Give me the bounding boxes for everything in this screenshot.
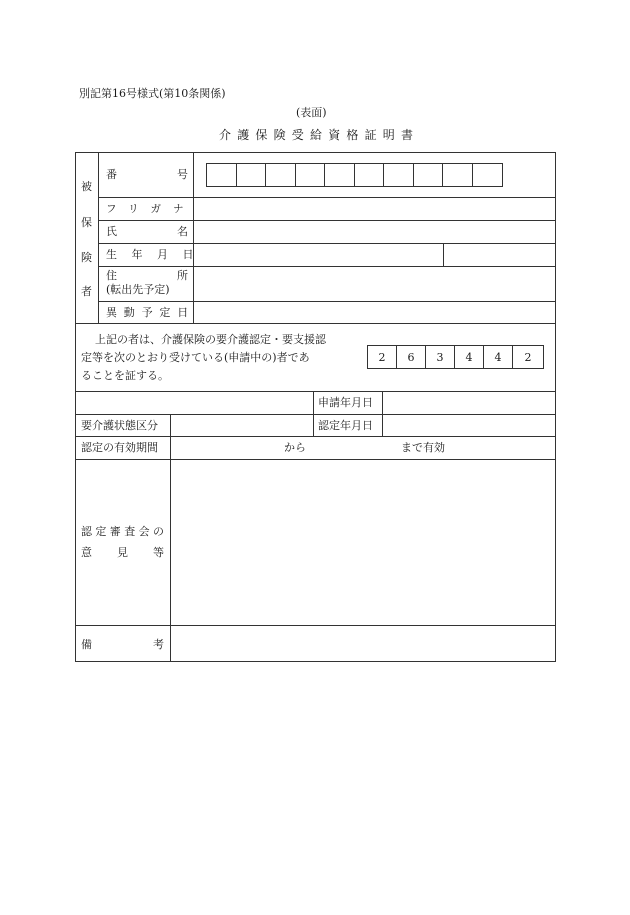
certification-line-2: 定等を次のとおり受けている(申請中の)者であ [81,351,310,364]
number-box-cell[interactable] [296,164,325,186]
care-level-label: 要介護状態区分 [81,419,158,432]
name-label-text [106,226,188,237]
insurer-digit: 4 [484,346,513,368]
insured-group-char-3: 険 [81,251,92,264]
number-box-cell[interactable] [473,164,502,186]
move-date-label: 異動予定日 [106,306,195,319]
label-char: 名 [177,225,188,238]
address-label [106,270,188,281]
remarks-char-1: 備 [81,638,92,651]
number-box-cell[interactable] [355,164,384,186]
validity-period-label: 認定の有効期間 [81,441,158,454]
form-side-label: (表面) [296,106,327,119]
insured-group-char-1: 被 [81,180,92,193]
address-sub-label: (転出先予定) [106,283,170,296]
birth-date-label: 生年月日 [106,248,208,261]
number-label-text [106,169,188,180]
insured-group-char-4: 者 [81,285,92,298]
remarks-char-2: 考 [153,638,164,651]
label-char: 号 [177,168,188,181]
insured-group-char-2: 保 [81,216,92,229]
review-board-label: 認定審査会の [81,525,168,538]
insured-number-boxes[interactable] [206,163,503,187]
insurer-digit: 3 [426,346,455,368]
insurer-digit: 4 [455,346,484,368]
document-title: 介護保険受給資格証明書 [219,128,420,142]
number-box-cell[interactable] [414,164,443,186]
validity-to-text: まで有効 [401,441,445,454]
opinion-char-2: 見 [117,546,128,559]
number-box-cell[interactable] [237,164,266,186]
opinion-char-1: 意 [81,546,92,559]
number-box-cell[interactable] [443,164,473,186]
application-date-label: 申請年月日 [318,396,373,409]
validity-from-text: から [284,441,306,454]
name-label [106,226,188,237]
insurer-number-boxes [367,345,544,369]
number-box-cell[interactable] [266,164,296,186]
label-char: 住 [106,269,117,282]
address-label-text [106,270,188,281]
insurer-digit: 6 [397,346,426,368]
certification-date-label: 認定年月日 [318,419,373,432]
number-label [106,169,188,180]
insurer-digit: 2 [524,350,532,364]
certification-line-3: ることを証する。 [81,369,169,382]
label-char: 氏 [106,225,117,238]
number-box-cell[interactable] [207,164,237,186]
remarks-label [81,639,164,650]
opinion-char-3: 等 [153,546,164,559]
label-char: 番 [106,168,117,181]
form-reference: 別記第16号様式(第10条関係) [79,87,226,100]
insurer-digit: 2 [368,346,397,368]
label-char: 所 [177,269,188,282]
certification-line-1: 上記の者は、介護保険の要介護認定・要支援認 [95,333,326,346]
number-box-cell[interactable] [384,164,414,186]
opinion-label [81,547,164,558]
furigana-label: フリガナ [106,203,196,215]
number-box-cell[interactable] [325,164,355,186]
